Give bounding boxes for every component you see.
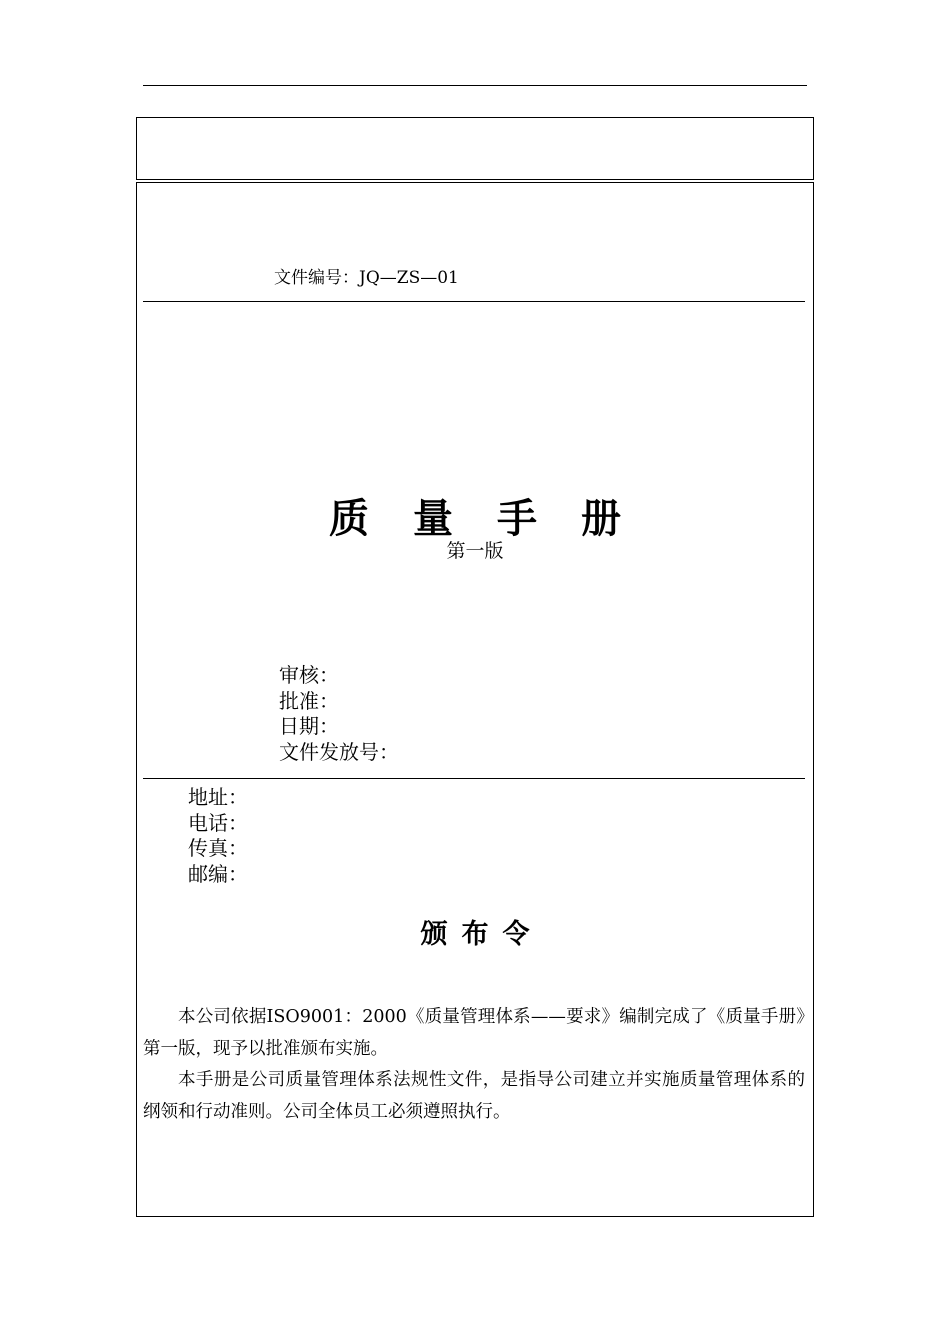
header-box xyxy=(136,117,814,180)
decree-body xyxy=(143,1002,805,1128)
phone-field: 电话： xyxy=(188,810,248,835)
divider-middle xyxy=(143,778,805,779)
edition-label: 第一版 xyxy=(446,540,504,562)
decree-paragraph: 本公司依据ISO9001：2000《质量管理体系——要求》编制完成了《质量手册》第一版，现予以批准颁布实施。 xyxy=(143,1007,805,1059)
contact-fields xyxy=(188,785,248,887)
approve-field: 批准： xyxy=(279,688,339,713)
address-field: 地址： xyxy=(188,785,248,809)
document-number: 文件编号：JQ—ZS—01 xyxy=(274,268,459,288)
postcode-field: 邮编： xyxy=(188,861,248,886)
date-field: 日期： xyxy=(279,714,339,738)
decree-title: 颁布令 xyxy=(420,919,544,950)
approval-fields xyxy=(279,663,399,765)
fax-field: 传真： xyxy=(188,836,248,860)
issue-number-field: 文件发放号： xyxy=(279,739,399,764)
review-field: 审核： xyxy=(279,663,339,687)
top-rule xyxy=(143,85,807,86)
decree-paragraph: 本手册是公司质量管理体系法规性文件，是指导公司建立并实施质量管理体系的纲领和行动准则。公司全体员工必须遵照执行。 xyxy=(143,1070,805,1122)
divider-top xyxy=(143,301,805,302)
manual-title: 质量手册 xyxy=(329,495,665,542)
